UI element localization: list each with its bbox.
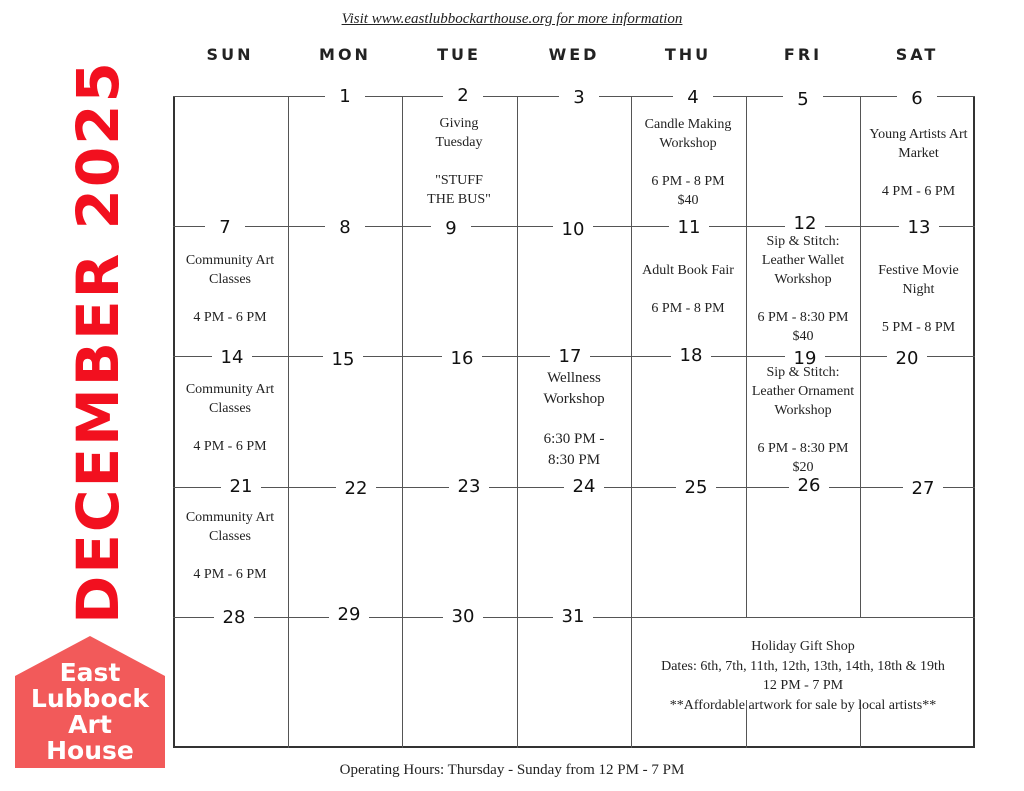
month-title-text: DECEMBER 2025	[64, 60, 132, 624]
event-line: Sip & Stitch:	[766, 234, 840, 249]
event-line: Classes	[209, 401, 251, 416]
event-community-art	[173, 251, 287, 327]
event-line: Giving	[439, 116, 479, 131]
event-line: 6:30 PM -	[543, 431, 605, 447]
event-line: $40	[677, 193, 699, 208]
event-line: Classes	[209, 529, 251, 544]
weekday-sun: SUN	[206, 45, 254, 64]
event-community-art	[173, 380, 287, 456]
event-line: 6 PM - 8:30 PM	[757, 310, 849, 325]
event-line: 8:30 PM	[547, 452, 601, 468]
day-number: 29	[329, 604, 369, 626]
event-candle-making	[631, 115, 745, 210]
event-adult-book-fair	[631, 261, 745, 318]
event-line: Workshop	[774, 403, 832, 418]
event-line: Candle Making	[644, 117, 732, 132]
weekday-mon: MON	[319, 45, 371, 64]
day-number: 25	[676, 477, 716, 499]
day-number: 9	[431, 218, 471, 240]
event-line: 4 PM - 6 PM	[193, 567, 267, 582]
operating-hours: Operating Hours: Thursday - Sunday from 12 PM - 7 PM	[339, 762, 685, 778]
event-sip-stitch-wallet	[746, 232, 860, 346]
east-lubbock-art-house-logo	[15, 636, 165, 768]
day-number: 11	[669, 217, 709, 239]
event-line: Holiday Gift Shop	[751, 639, 855, 654]
weekday-tue: TUE	[437, 45, 481, 64]
day-number: 22	[336, 478, 376, 500]
event-line: Community Art	[185, 253, 275, 268]
event-line: 6 PM - 8:30 PM	[757, 441, 849, 456]
day-number: 10	[553, 219, 593, 241]
event-line: Leather Wallet	[761, 253, 845, 268]
website-link[interactable]: Visit www.eastlubbockarthouse.org for more information	[341, 11, 683, 27]
event-line: 4 PM - 6 PM	[193, 439, 267, 454]
event-line: 5 PM - 8 PM	[881, 320, 956, 335]
event-giving-tuesday	[402, 114, 516, 209]
day-number: 15	[323, 349, 363, 371]
event-line: $20	[792, 460, 814, 475]
event-line: Dates: 6th, 7th, 11th, 12th, 13th, 14th, 18th & 19th	[661, 658, 945, 674]
day-number: 8	[325, 217, 365, 239]
event-line: 6 PM - 8 PM	[651, 174, 725, 189]
event-line: Tuesday	[435, 135, 483, 150]
day-number: 4	[673, 87, 713, 109]
event-line: THE BUS"	[427, 192, 491, 207]
event-community-art	[173, 508, 287, 584]
logo-line: Lubbock	[30, 684, 150, 713]
day-number: 27	[903, 478, 943, 500]
event-line: Workshop	[774, 272, 832, 287]
event-sip-stitch-ornament	[746, 363, 860, 477]
logo-line: House	[46, 736, 134, 765]
event-line: Festive Movie	[878, 263, 959, 278]
day-number: 20	[887, 348, 927, 370]
day-number: 24	[564, 476, 604, 498]
day-number: 12	[785, 213, 825, 235]
day-number: 1	[325, 86, 365, 108]
event-line: Leather Ornament	[751, 384, 855, 399]
event-holiday-gift-shop	[631, 637, 975, 715]
day-number: 14	[212, 347, 252, 369]
logo-line: Art	[68, 710, 112, 739]
day-number: 23	[449, 476, 489, 498]
day-number: 28	[214, 607, 254, 629]
event-line: 4 PM - 6 PM	[193, 310, 267, 325]
event-line: **Affordable artwork for sale by local artists**	[669, 697, 937, 713]
event-line: Classes	[209, 272, 251, 287]
weekday-fri: FRI	[783, 45, 823, 64]
event-line: Market	[898, 146, 939, 161]
event-line: 4 PM - 6 PM	[881, 184, 956, 199]
event-line: "STUFF	[435, 173, 483, 188]
month-title	[60, 60, 136, 624]
day-number: 16	[442, 348, 482, 370]
day-number: 31	[553, 606, 593, 628]
day-number: 2	[443, 85, 483, 107]
day-number: 3	[559, 87, 599, 109]
event-line: Community Art	[185, 382, 275, 397]
event-line: Workshop	[543, 391, 605, 407]
logo-line: East	[59, 658, 121, 687]
day-number: 19	[785, 348, 825, 370]
grid-column-divider	[288, 96, 289, 748]
day-number: 30	[443, 606, 483, 628]
event-line: Community Art	[185, 510, 275, 525]
event-festive-movie-night	[860, 261, 977, 337]
weekday-sat: SAT	[895, 45, 939, 64]
day-number: 21	[221, 476, 261, 498]
day-number: 6	[897, 88, 937, 110]
day-number: 5	[783, 89, 823, 111]
event-line: Wellness	[547, 370, 601, 386]
event-line: 6 PM - 8 PM	[651, 301, 725, 316]
day-number: 18	[671, 345, 711, 367]
weekday-thu: THU	[664, 45, 712, 64]
event-wellness-workshop	[517, 368, 631, 471]
event-line: $40	[792, 329, 814, 344]
event-line: Night	[902, 282, 935, 297]
event-line: Sip & Stitch:	[766, 365, 840, 380]
event-line: Adult Book Fair	[642, 263, 734, 278]
event-line: Workshop	[659, 136, 717, 151]
event-line: 12 PM - 7 PM	[762, 678, 844, 693]
day-number: 7	[205, 217, 245, 239]
day-number: 26	[789, 475, 829, 497]
weekday-wed: WED	[548, 45, 600, 64]
event-line: Young Artists Art	[869, 127, 968, 142]
grid-column-divider	[746, 96, 747, 618]
event-young-artists-market	[860, 125, 977, 201]
day-number: 13	[899, 217, 939, 239]
day-number: 17	[550, 346, 590, 368]
